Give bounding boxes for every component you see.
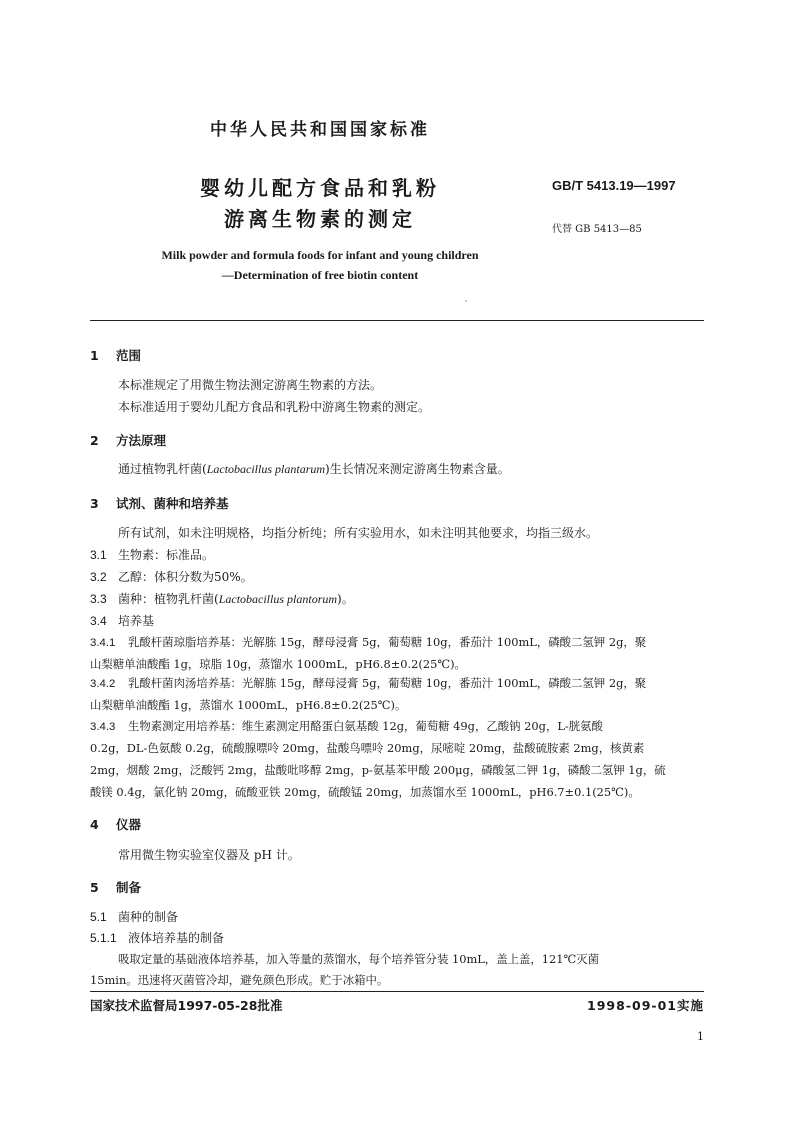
- item-3-4-3-line3: 2mg，烟酸 2mg，泛酸钙 2mg，盐酸吡哆醇 2mg，p-氨基苯甲酸 200μg，磷酸氢二钾 1g，磷酸二氢钾 1g，硫: [90, 763, 666, 777]
- section-2-heading: 2 方法原理: [90, 433, 167, 448]
- replaces-code: 代替 GB 5413—85: [552, 224, 642, 235]
- scan-speck: [465, 300, 467, 302]
- section-1-p2: 本标准适用于婴幼儿配方食品和乳粉中游离生物素的测定。: [118, 400, 431, 414]
- effective-date: 1998-09-01实施: [587, 998, 704, 1013]
- doc-title-line1: 婴幼儿配方食品和乳粉: [200, 176, 440, 200]
- section-5-heading: 5 制备: [90, 880, 142, 895]
- doc-title-line2: 游离生物素的测定: [224, 207, 416, 231]
- page-number: 1: [697, 1030, 704, 1043]
- item-5-1-1: 5.1.1 液体培养基的制备: [90, 931, 225, 945]
- english-title-line2: —Determination of free biotin content: [221, 268, 419, 282]
- header-divider: [90, 320, 704, 321]
- section-1-heading: 1 范围: [90, 348, 142, 363]
- section-2-p1: 通过植物乳杆菌(Lactobacillus plantarum)生长情况来测定游离生物素含量。: [118, 462, 510, 476]
- section-4-p1: 常用微生物实验室仪器及 pH 计。: [118, 848, 300, 862]
- standard-code: GB/T 5413.19—1997: [552, 178, 676, 193]
- item-3-4-2-line1: 3.4.2 乳酸杆菌肉汤培养基：光解胨 15g，酵母浸膏 5g，葡萄糖 10g，番茄汁 100mL，磷酸二氢钾 2g，聚: [90, 676, 647, 690]
- item-3-4: 3.4 培养基: [90, 614, 155, 628]
- item-3-4-3-line1: 3.4.3 生物素测定用培养基：维生素测定用酪蛋白氨基酸 12g，葡萄糖 49g，乙酸钠 20g，L-胱氨酸: [90, 719, 603, 733]
- item-3-1: 3.1 生物素：标准品。: [90, 548, 215, 562]
- item-3-2: 3.2 乙醇：体积分数为50%。: [90, 570, 253, 584]
- section-3-intro: 所有试剂，如未注明规格，均指分析纯；所有实验用水，如未注明其他要求，均指三级水。: [118, 526, 599, 540]
- english-title-line1: Milk powder and formula foods for infant and young children: [161, 248, 479, 262]
- item-3-4-3-line4: 酸镁 0.4g，氯化钠 20mg，硫酸亚铁 20mg，硫酸锰 20mg，加蒸馏水至 1000mL，pH6.7±0.1(25℃)。: [90, 785, 640, 799]
- item-3-4-1-line1: 3.4.1 乳酸杆菌琼脂培养基：光解胨 15g，酵母浸膏 5g，葡萄糖 10g，番茄汁 100mL，磷酸二氢钾 2g，聚: [90, 635, 647, 649]
- section-1-p1: 本标准规定了用微生物法测定游离生物素的方法。: [118, 378, 383, 392]
- section-5-p-line2: 15min。迅速将灭菌管冷却，避免颜色形成。贮于冰箱中。: [90, 973, 389, 987]
- footer-divider: [90, 991, 704, 992]
- section-4-heading: 4 仪器: [90, 817, 142, 832]
- item-3-4-1-line2: 山梨糖单油酸酯 1g，琼脂 10g，蒸馏水 1000mL，pH6.8±0.2(25℃)。: [90, 657, 466, 671]
- item-3-3: 3.3 菌种：植物乳杆菌(Lactobacillus plantorum)。: [90, 592, 354, 606]
- approval-date: 国家技术监督局1997-05-28批准: [90, 998, 283, 1013]
- item-3-4-2-line2: 山梨糖单油酸酯 1g，蒸馏水 1000mL，pH6.8±0.2(25℃)。: [90, 698, 407, 712]
- section-5-p-line1: 吸取定量的基础液体培养基，加入等量的蒸馏水，每个培养管分装 10mL，盖上盖，121℃灭菌: [118, 952, 600, 966]
- issuing-country-title: 中华人民共和国国家标准: [210, 120, 430, 140]
- item-3-4-3-line2: 0.2g，DL-色氨酸 0.2g，硫酸腺嘌呤 20mg，盐酸鸟嘌呤 20mg，尿嘧啶 20mg，盐酸硫胺素 2mg，核黄素: [90, 741, 645, 755]
- item-5-1: 5.1 菌种的制备: [90, 910, 179, 924]
- section-3-heading: 3 试剂、菌种和培养基: [90, 496, 229, 511]
